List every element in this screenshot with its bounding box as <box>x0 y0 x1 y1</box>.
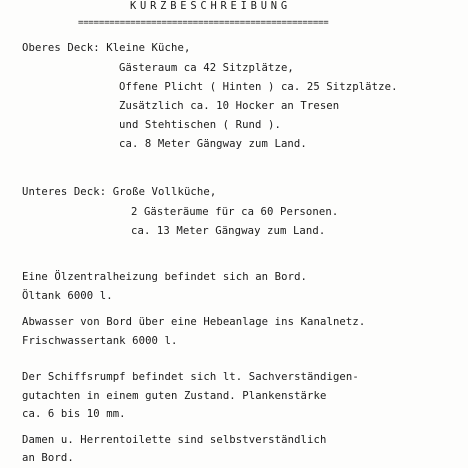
text-line: Damen u. Herrentoilette sind selbstverständlich <box>22 434 327 446</box>
text-line: Gästeraum ca 42 Sitzplätze, <box>119 62 294 74</box>
title-underline: ================================================ <box>78 18 329 28</box>
text-line: an Bord. <box>22 452 74 464</box>
text-line: Unteres Deck: Große Vollküche, <box>22 186 217 198</box>
text-line: Zusätzlich ca. 10 Hocker an Tresen <box>119 100 340 112</box>
text-line: Oberes Deck: Kleine Küche, <box>22 42 191 54</box>
text-line: Eine Ölzentralheizung befindet sich an Bord. <box>22 271 308 283</box>
text-line: und Stehtischen ( Rund ). <box>119 119 281 131</box>
text-line: ca. 13 Meter Gängway zum Land. <box>131 225 326 237</box>
text-line: Offene Plicht ( Hinten ) ca. 25 Sitzplätze. <box>119 81 398 93</box>
text-line: gutachten in einem guten Zustand. Plankenstärke <box>22 390 327 402</box>
text-line: Öltank 6000 l. <box>22 290 113 302</box>
text-line: Der Schiffsrumpf befindet sich lt. Sachverständigen- <box>22 371 359 383</box>
text-line: Abwasser von Bord über eine Hebeanlage ins Kanalnetz. <box>22 316 366 328</box>
document-title: KURZBESCHREIBUNG <box>130 0 291 12</box>
text-line: ca. 6 bis 10 mm. <box>22 408 126 420</box>
text-line: Frischwassertank 6000 l. <box>22 335 178 347</box>
text-line: 2 Gästeräume für ca 60 Personen. <box>131 206 339 218</box>
text-line: ca. 8 Meter Gängway zum Land. <box>119 138 307 150</box>
